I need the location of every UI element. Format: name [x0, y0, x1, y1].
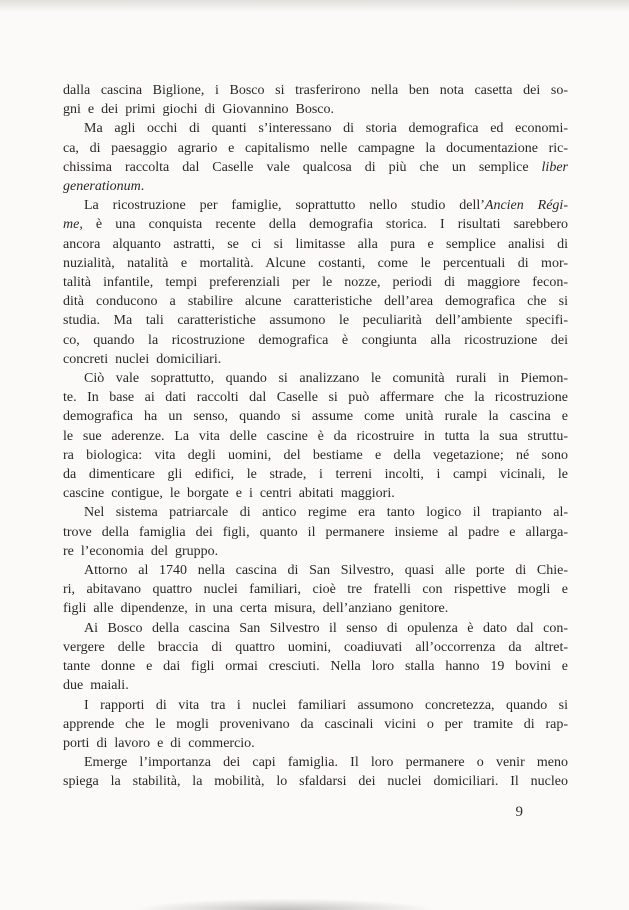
text-line: [63, 465, 568, 484]
text-segment: apprende che le mogli provenivano da cascinali vicini o per tramite di rap-: [63, 716, 568, 732]
text-segment: le sue aderenze. La vita delle cascine è da ricostruire in tutta la sua struttu-: [63, 428, 568, 444]
text-line: [63, 235, 568, 254]
italic-text-segment: generationum: [63, 179, 141, 195]
text-segment: cascine contigue, le borgate e i centri abitati maggiori.: [63, 486, 395, 502]
text-segment: talità infantile, tempi preferenziali per le nozze, periodi di maggiore fecon-: [63, 275, 568, 291]
text-line: [63, 350, 568, 369]
text-line: [63, 139, 568, 158]
italic-text-segment: Ancien Régi-: [484, 198, 568, 214]
text-segment: due maiali.: [63, 678, 129, 694]
text-segment: re l’economia del gruppo.: [63, 543, 219, 559]
text-segment: figli alle dipendenze, in una certa misura, dell’anziano genitore.: [63, 601, 449, 617]
text-line: [63, 446, 568, 465]
text-line: [63, 619, 568, 638]
text-line: [63, 100, 568, 119]
text-segment: concreti nuclei domiciliari.: [63, 351, 222, 367]
text-line: [63, 254, 568, 273]
text-line: [63, 734, 568, 753]
text-line: [63, 657, 568, 676]
scan-top-edge: [0, 0, 629, 12]
text-segment: Nel sistema patriarcale di antico regime era tanto logico il trapianto al-: [84, 505, 568, 521]
italic-text-segment: liber: [541, 159, 568, 175]
text-segment: gni e dei primi giochi di Giovannino Bosco.: [63, 102, 335, 118]
text-line: [63, 753, 568, 772]
text-segment: tante donne e dai figli ormai cresciuti. Nella loro stalla hanno 19 bovini e: [63, 659, 568, 675]
text-segment: Ciò vale soprattutto, quando si analizzano le comunità rurali in Piemon-: [84, 371, 568, 387]
text-segment: spiega la stabilità, la mobilità, lo sfaldarsi dei nuclei domiciliari. Il nucleo: [63, 774, 568, 790]
text-line: [63, 369, 568, 388]
text-line: [63, 638, 568, 657]
text-line: [63, 196, 568, 215]
text-line: [63, 292, 568, 311]
text-segment: te. In base ai dati raccolti dal Caselle si può affermare che la ricostruzione: [63, 390, 568, 406]
text-segment: Ai Bosco della cascina San Silvestro il senso di opulenza è dato dal con-: [84, 620, 568, 636]
text-line: [63, 427, 568, 446]
text-segment: Ma agli occhi di quanti s’interessano di storia demografica ed economi-: [84, 121, 568, 137]
text-segment: Emerge l’importanza dei capi famiglia. Il loro permanere o venir meno: [84, 755, 568, 771]
text-line: [63, 542, 568, 561]
text-segment: ancora alquanto astratti, se ci si limitasse alla pura e semplice analisi di: [63, 236, 568, 252]
text-segment: demografica ha un senso, quando si assume come unità rurale la cascina e: [63, 409, 568, 425]
text-segment: ca, di paesaggio agrario e capitalismo nelle campagne la documentazione ric-: [63, 140, 568, 156]
text-segment: vergere delle braccia di quattro uomini, coadiuvati all’occorrenza da altret-: [63, 639, 568, 655]
text-line: [63, 273, 568, 292]
text-line: [63, 599, 568, 618]
text-line: [63, 484, 568, 503]
page-number: 9: [515, 804, 523, 820]
text-line: [63, 772, 568, 791]
scan-bottom-smudge: [95, 894, 475, 910]
text-segment: nuzialità, natalità e mortalità. Alcune costanti, come le percentuali di mor-: [63, 255, 568, 271]
text-line: [63, 119, 568, 138]
text-line: [63, 561, 568, 580]
text-line: [63, 158, 568, 177]
text-segment: Attorno al 1740 nella cascina di San Silvestro, quasi alle porte di Chie-: [84, 563, 568, 579]
text-segment: da dimenticare gli edifici, le strade, i terreni incolti, i campi vicinali, le: [63, 467, 568, 483]
text-line: [63, 331, 568, 350]
text-segment: dalla cascina Biglione, i Bosco si trasferirono nella ben nota casetta dei so-: [63, 83, 568, 98]
text-line: [63, 311, 568, 330]
text-line: [63, 696, 568, 715]
italic-text-segment: me,: [63, 217, 83, 233]
text-line: [63, 503, 568, 522]
text-segment: I rapporti di vita tra i nuclei familiari assumono concretezza, quando si: [84, 697, 568, 713]
text-segment: ri, abitavano quattro nuclei familiari, cioè tre fratelli con rispettive mogli e: [63, 582, 568, 598]
text-line: [63, 215, 568, 234]
text-line: [63, 388, 568, 407]
page-text-block: [63, 81, 568, 792]
text-segment: dità conducono a stabilire alcune caratteristiche dell’area demografica che si: [63, 294, 568, 310]
text-line: [63, 715, 568, 734]
text-line: [63, 81, 568, 100]
text-segment: .: [140, 179, 145, 195]
text-line: [63, 523, 568, 542]
text-segment: ra biologica: vita degli uomini, del bestiame e della vegetazione; né sono: [63, 447, 568, 463]
text-segment: La ricostruzione per famiglie, soprattutto nello studio dell’: [84, 198, 485, 214]
text-line: [63, 676, 568, 695]
text-segment: studia. Ma tali caratteristiche assumono le peculiarità dell’ambiente specifi-: [63, 313, 568, 329]
text-line: [63, 177, 568, 196]
text-segment: è una conquista recente della demografia storica. I risultati sarebbero: [82, 217, 568, 233]
text-line: [63, 580, 568, 599]
text-segment: trove della famiglia dei figli, quanto il permanere insieme al padre e allarga-: [63, 524, 568, 540]
text-segment: co, quando la ricostruzione demografica è congiunta alla ricostruzione dei: [63, 332, 568, 348]
text-segment: chissima raccolta dal Caselle vale qualcosa di più che un semplice: [63, 159, 542, 175]
text-segment: porti di lavoro e di commercio.: [63, 735, 255, 751]
text-line: [63, 407, 568, 426]
